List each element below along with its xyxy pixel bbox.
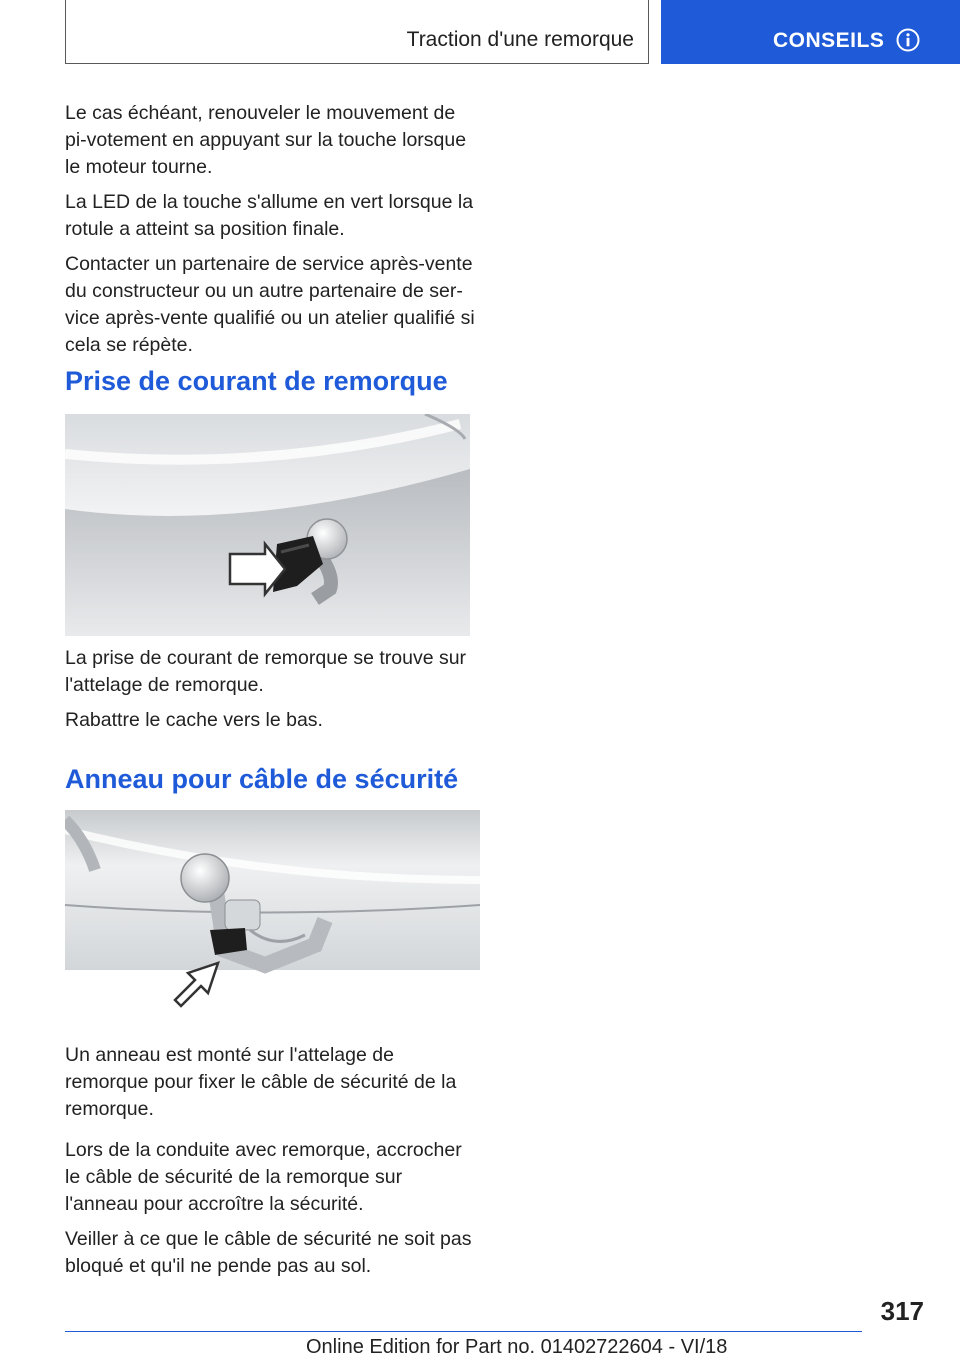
edition-note: Online Edition for Part no. 01402722604 - VI/18 xyxy=(306,1336,728,1358)
socket-paragraph-1: La prise de courant de remorque se trouve sur l'attelage de remorque. xyxy=(65,647,467,696)
intro-text xyxy=(65,100,480,367)
socket-paragraph-2: Rabattre le cache vers le bas. xyxy=(65,709,323,731)
ring-text xyxy=(65,1042,480,1288)
intro-paragraph-3: Contacter un partenaire de service après-vente du constructeur ou un autre partenaire de ser-vice après-vente qualifié ou un atelier qualifié si cela se répète. xyxy=(65,253,475,356)
page-number: 317 xyxy=(880,1296,924,1326)
header-chapter-box xyxy=(65,0,649,64)
chapter-title: Traction d'une remorque xyxy=(406,28,634,51)
ring-heading: Anneau pour câble de sécurité xyxy=(65,764,459,794)
header-section-box xyxy=(661,0,960,64)
info-icon xyxy=(896,28,920,52)
ring-paragraph-3: Veiller à ce que le câble de sécurité ne soit pas bloqué et qu'il ne pende pas au sol. xyxy=(65,1228,472,1277)
ring-paragraph-1: Un anneau est monté sur l'attelage de remorque pour fixer le câble de sécurité de la remorque. xyxy=(65,1044,457,1120)
safety-ring-illustration xyxy=(65,810,480,1015)
section-label: CONSEILS xyxy=(773,29,885,52)
ring-paragraph-2: Lors de la conduite avec remorque, accrocher le câble de sécurité de la remorque sur l'anneau pour accroître la sécurité. xyxy=(65,1139,462,1215)
socket-text xyxy=(65,645,480,742)
socket-heading: Prise de courant de remorque xyxy=(65,366,448,396)
socket-illustration xyxy=(65,414,470,636)
intro-paragraph-2: La LED de la touche s'allume en vert lorsque la rotule a atteint sa position finale. xyxy=(65,191,474,240)
footer-divider xyxy=(65,1331,862,1332)
intro-paragraph-1: Le cas échéant, renouveler le mouvement de pi-votement en appuyant sur la touche lorsque le moteur tourne. xyxy=(65,102,467,178)
